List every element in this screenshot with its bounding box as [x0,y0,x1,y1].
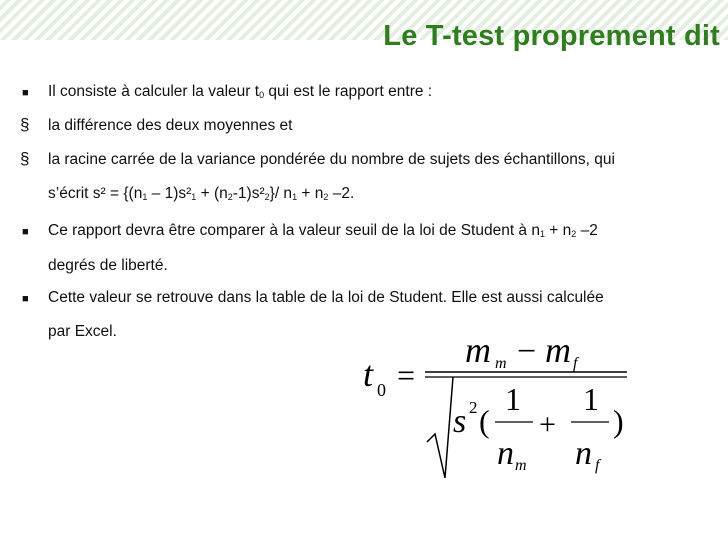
square-bullet-icon: ■ [22,293,29,305]
formula-t-sub: 0 [377,380,386,400]
bullet-text-4-line1: Ce rapport devra être comparer à la valeur seuil de la loi de Student à $n_1 + n_2$ –2 [48,222,598,239]
square-bullet-icon: ■ [22,226,29,238]
bullet-text-5-line2: par Excel. [48,323,117,340]
formula-one-a: 1 [505,381,521,417]
bullet-text-2: la différence des deux moyennes et [48,117,293,134]
formula-svg [355,320,655,500]
formula-one-b: 1 [583,381,599,417]
formula-num-m1: m [465,330,491,370]
bullet-text-1: Il consiste à calculer la valeur $t_0$ qui est le rapport entre : [48,83,433,100]
bullet-text-3-line2: s’écrit $s^2 = \{(n_1 - 1)s^2_1 + (n_2-1)s^2_2\}/$ $n_1 + n_2$ –2. [48,185,355,202]
formula-den-n1-sub: m [515,457,527,474]
formula-t: t [363,354,374,394]
formula-num-m2: m [545,330,571,370]
formula-s-exp: 2 [469,398,478,417]
slide-title: Le T-test proprement dit [383,20,720,52]
formula-sqrt-icon [427,377,453,478]
bullet-text-5-line1: Cette valeur se retrouve dans la table de la loi de Student. Elle est aussi calculée [48,289,604,306]
square-bullet-icon: ■ [22,87,29,99]
formula-den-n2: n [575,435,592,472]
formula-equals: = [397,357,416,393]
formula-den-n2-sub: f [595,457,600,474]
formula-open-paren: ( [479,403,490,439]
bullet-text-4-line2: degrés de liberté. [48,257,168,274]
t-test-formula [355,320,655,500]
bullet-text-3-line1: la racine carrée de la variance pondérée du nombre de sujets des échantillons, qui [48,151,615,168]
formula-minus: − [517,333,537,370]
formula-num-m1-sub: m [495,355,507,372]
section-bullet-icon: § [20,149,30,168]
formula-plus: + [539,408,556,441]
formula-num-m2-sub: f [573,355,578,372]
formula-s: s [453,403,467,440]
section-bullet-icon: § [20,115,30,134]
formula-close-paren: ) [613,403,624,439]
formula-den-n1: n [497,435,514,472]
